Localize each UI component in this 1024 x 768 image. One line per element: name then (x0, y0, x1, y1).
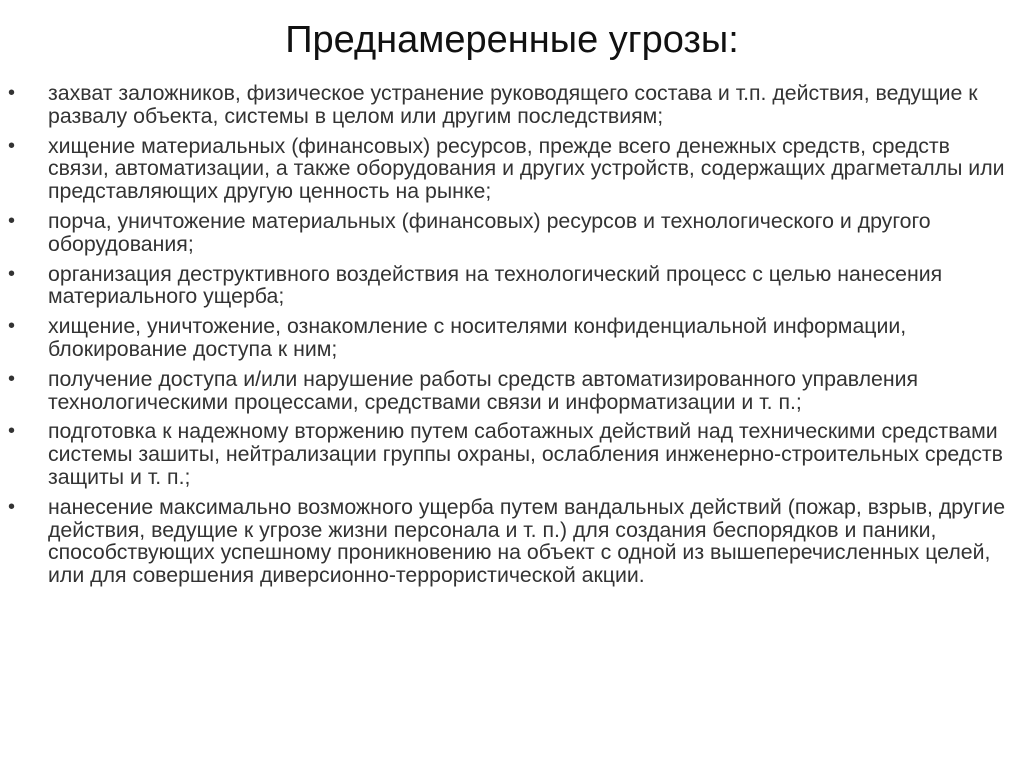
bullet-icon: • (8, 209, 16, 232)
bullet-item-2 (0, 135, 1024, 203)
bullet-text: хищение материальных (финансовых) ресурсов, прежде всего денежных средств, средств связи, автоматизации, а также оборудования и других устройств, содержащих драгметаллы или представляющих другую ценность на рынке; (48, 133, 1005, 204)
bullet-text: порча, уничтожение материальных (финансовых) ресурсов и технологического и другого оборудования; (48, 208, 931, 256)
bullet-item-7 (0, 420, 1024, 488)
bullet-item-6 (0, 368, 1024, 414)
bullet-icon: • (8, 82, 16, 104)
bullet-text: нанесение максимально возможного ущерба путем вандальных действий (пожар, взрыв, другие действия, ведущие к угрозе жизни персонала и т. п.) для создания беспорядков и паники, способствующих успешному проникновению на объект с одной из вышеперечисленных целей, или для совершения диверсионно-террористической акции. (48, 494, 1006, 588)
bullet-text: захват заложников, физическое устранение руководящего состава и т.п. действия, ведущие к развалу объекта, системы в целом или другим последствиям; (48, 81, 978, 128)
bullet-item-4 (0, 263, 1024, 309)
bullet-text: хищение, уничтожение, ознакомление с носителями конфиденциальной информации, блокирование доступа к ним; (48, 314, 907, 361)
bullet-item-3 (0, 210, 1024, 256)
bullet-icon: • (8, 134, 16, 157)
bullet-icon: • (8, 367, 16, 390)
bullet-text: организация деструктивного воздействия на технологический процесс с целью нанесения материального ущерба; (48, 261, 943, 309)
bullet-item-5 (0, 315, 1024, 361)
bullet-icon: • (8, 495, 16, 518)
bullet-item-8 (0, 496, 1024, 587)
bullet-icon: • (8, 315, 16, 338)
bullet-icon: • (8, 420, 16, 443)
slide-title: Преднамеренные угрозы: (285, 19, 739, 61)
bullet-text: подготовка к надежному вторжению путем саботажных действий над техническими средствами системы зашиты, нейтрализации группы охраны, ослабления инженерно-строительных средств защиты и т. п.; (48, 419, 1003, 489)
bullet-text: получение доступа и/или нарушение работы средств автоматизированного управления технологическими процессами, средствами связи и информатизации и т. п.; (48, 366, 919, 414)
bullet-item-1 (0, 82, 1024, 128)
bullet-list (0, 82, 1024, 594)
bullet-icon: • (8, 262, 16, 285)
